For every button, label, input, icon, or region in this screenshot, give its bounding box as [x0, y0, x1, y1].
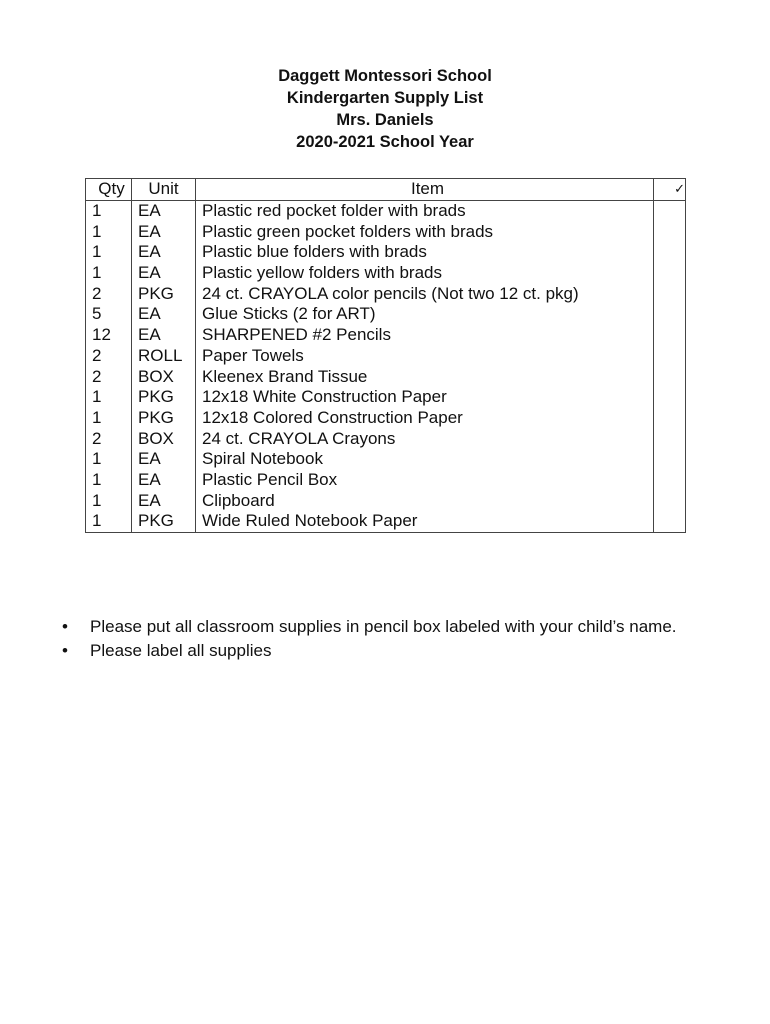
- note-text: Please put all classroom supplies in pencil box labeled with your child’s name.: [90, 617, 677, 636]
- unit-cell: EA: [132, 304, 196, 325]
- item-cell: Plastic red pocket folder with brads: [196, 200, 654, 221]
- item-cell: Glue Sticks (2 for ART): [196, 304, 654, 325]
- checkbox-cell[interactable]: [654, 325, 686, 346]
- checkbox-cell[interactable]: [654, 428, 686, 449]
- qty-cell: 2: [86, 283, 132, 304]
- unit-cell: EA: [132, 263, 196, 284]
- item-cell: Plastic yellow folders with brads: [196, 263, 654, 284]
- item-cell: Spiral Notebook: [196, 449, 654, 470]
- bullet-icon: •: [62, 617, 68, 636]
- item-cell: 24 ct. CRAYOLA Crayons: [196, 428, 654, 449]
- qty-cell: 1: [86, 200, 132, 221]
- note-item: [62, 615, 677, 639]
- qty-cell: 1: [86, 221, 132, 242]
- qty-cell: 1: [86, 263, 132, 284]
- column-header-unit: Unit: [132, 179, 196, 201]
- checkbox-cell[interactable]: [654, 304, 686, 325]
- item-cell: Plastic Pencil Box: [196, 470, 654, 491]
- supply-rows: [86, 200, 686, 532]
- checkbox-cell[interactable]: [654, 221, 686, 242]
- column-header-item: Item: [196, 179, 654, 201]
- unit-cell: BOX: [132, 428, 196, 449]
- checkbox-cell[interactable]: [654, 346, 686, 367]
- table-row: [86, 346, 686, 367]
- check-mark-icon: ✓: [654, 179, 686, 201]
- table-row: [86, 263, 686, 284]
- checkbox-cell[interactable]: [654, 200, 686, 221]
- table-row: [86, 490, 686, 511]
- table-row: [86, 221, 686, 242]
- unit-cell: PKG: [132, 283, 196, 304]
- checkbox-cell[interactable]: [654, 449, 686, 470]
- unit-cell: EA: [132, 449, 196, 470]
- bullet-icon: •: [62, 641, 68, 660]
- checkbox-cell[interactable]: [654, 387, 686, 408]
- notes-list: [62, 615, 677, 663]
- table-header-row: [86, 179, 686, 201]
- unit-cell: EA: [132, 490, 196, 511]
- item-cell: SHARPENED #2 Pencils: [196, 325, 654, 346]
- unit-cell: ROLL: [132, 346, 196, 367]
- qty-cell: 1: [86, 470, 132, 491]
- table-row: [86, 304, 686, 325]
- checkbox-cell[interactable]: [654, 470, 686, 491]
- table-row: [86, 408, 686, 429]
- list-title: Kindergarten Supply List: [286, 89, 484, 107]
- table-row: [86, 325, 686, 346]
- checkbox-cell[interactable]: [654, 511, 686, 532]
- table-row: [86, 200, 686, 221]
- qty-cell: 1: [86, 511, 132, 532]
- qty-cell: 1: [86, 242, 132, 263]
- qty-cell: 2: [86, 428, 132, 449]
- item-cell: 12x18 White Construction Paper: [196, 387, 654, 408]
- item-cell: Paper Towels: [196, 346, 654, 367]
- qty-cell: 1: [86, 449, 132, 470]
- table-row: [86, 283, 686, 304]
- item-cell: Plastic green pocket folders with brads: [196, 221, 654, 242]
- qty-cell: 1: [86, 387, 132, 408]
- item-cell: 12x18 Colored Construction Paper: [196, 408, 654, 429]
- checkbox-cell[interactable]: [654, 408, 686, 429]
- checkbox-cell[interactable]: [654, 242, 686, 263]
- table-row: [86, 242, 686, 263]
- checkbox-cell[interactable]: [654, 490, 686, 511]
- unit-cell: PKG: [132, 387, 196, 408]
- table-row: [86, 366, 686, 387]
- qty-cell: 1: [86, 490, 132, 511]
- table-row: [86, 511, 686, 532]
- unit-cell: BOX: [132, 366, 196, 387]
- table-row: [86, 428, 686, 449]
- table-row: [86, 387, 686, 408]
- unit-cell: EA: [132, 470, 196, 491]
- unit-cell: PKG: [132, 408, 196, 429]
- supply-table: [85, 178, 686, 533]
- checkbox-cell[interactable]: [654, 263, 686, 284]
- qty-cell: 1: [86, 408, 132, 429]
- item-cell: 24 ct. CRAYOLA color pencils (Not two 12 ct. pkg): [196, 283, 654, 304]
- qty-cell: 2: [86, 366, 132, 387]
- checkbox-cell[interactable]: [654, 283, 686, 304]
- qty-cell: 2: [86, 346, 132, 367]
- qty-cell: 12: [86, 325, 132, 346]
- table-row: [86, 470, 686, 491]
- table-row: [86, 449, 686, 470]
- item-cell: Kleenex Brand Tissue: [196, 366, 654, 387]
- note-item: [62, 639, 677, 663]
- teacher-name: Mrs. Daniels: [336, 111, 434, 129]
- unit-cell: EA: [132, 325, 196, 346]
- checkbox-cell[interactable]: [654, 366, 686, 387]
- unit-cell: EA: [132, 242, 196, 263]
- school-name: Daggett Montessori School: [278, 67, 492, 85]
- unit-cell: EA: [132, 200, 196, 221]
- item-cell: Plastic blue folders with brads: [196, 242, 654, 263]
- column-header-qty: Qty: [86, 179, 132, 201]
- unit-cell: PKG: [132, 511, 196, 532]
- document-header: [0, 65, 770, 153]
- school-year: 2020-2021 School Year: [296, 133, 474, 151]
- item-cell: Clipboard: [196, 490, 654, 511]
- unit-cell: EA: [132, 221, 196, 242]
- note-text: Please label all supplies: [90, 641, 272, 660]
- qty-cell: 5: [86, 304, 132, 325]
- item-cell: Wide Ruled Notebook Paper: [196, 511, 654, 532]
